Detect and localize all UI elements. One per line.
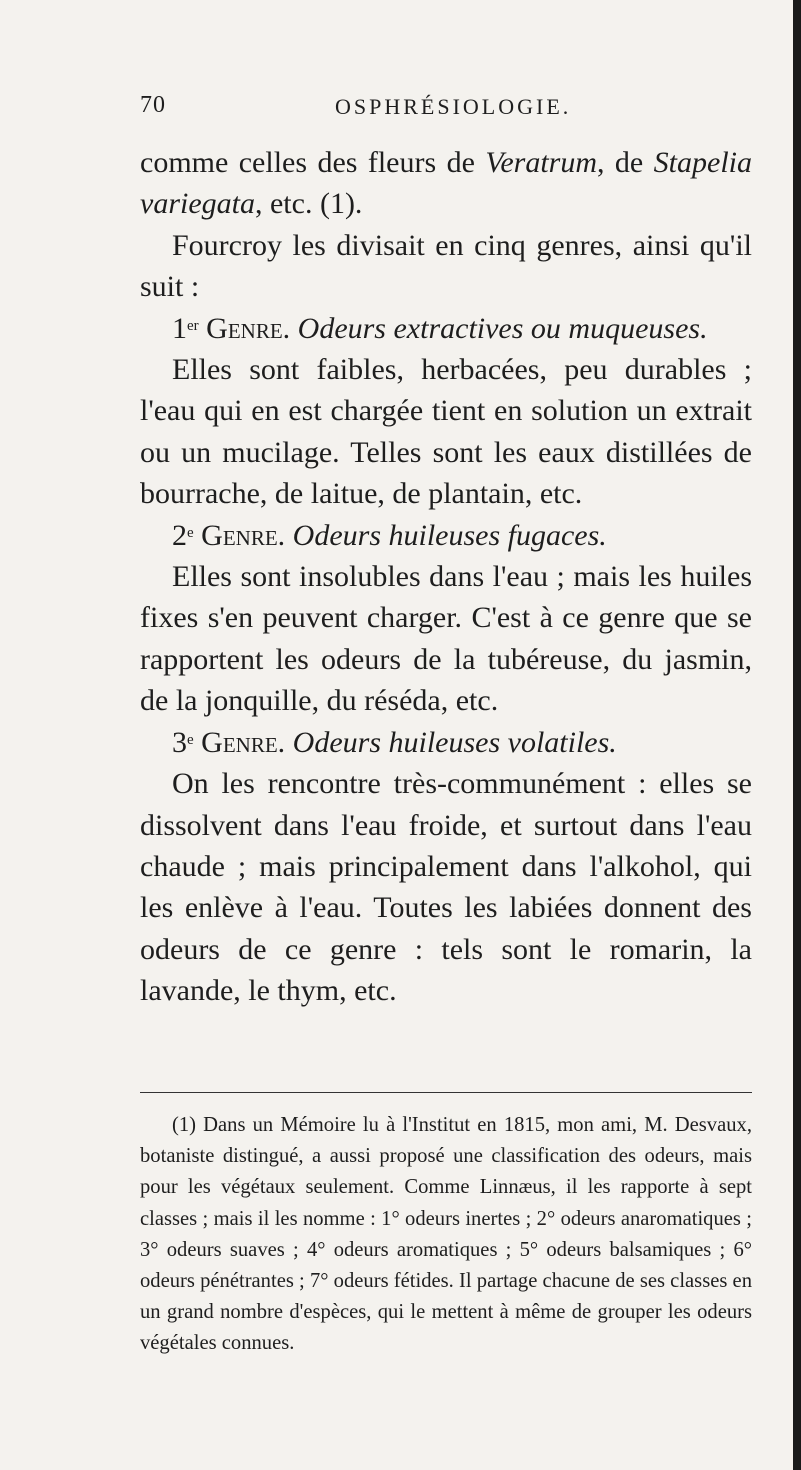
footnote-text: (1) Dans un Mémoire lu à l'Institut en 1815, mon ami, M. Desvaux, botaniste distingué, a aussi proposé une classification des odeurs, mais pour les végétaux seulement. Comme Linnæus, il les rapporte à sept classes ; mais il les nomme : 1° odeurs inertes ; 2° odeurs anaromatiques ; 3° odeurs suaves ; 4° odeurs aromatiques ; 5° odeurs balsamiques ; 6° odeurs pénétrantes ; 7° odeurs fétides. Il partage chacune de ses classes en un grand nombre d'espèces, qui le mettent à même de grouper les odeurs végétales connues. <box>140 1114 752 1355</box>
genre-title: Odeurs huileuses fugaces. <box>292 518 607 552</box>
ordinal-suffix: e <box>187 524 194 541</box>
genre-1-heading <box>140 308 752 349</box>
footnote-divider <box>140 1092 752 1093</box>
running-title: OSPHRÉSIOLOGIE. <box>335 94 572 119</box>
genre-number: 1 <box>172 311 187 345</box>
page-edge-shadow <box>793 0 801 1470</box>
genre-1-text: Elles sont faibles, herbacées, peu durables ; l'eau qui en est chargée tient en solution un extrait ou un mucilage. Telles sont les eaux distillées de bourrache, de laitue, de plantain, etc. <box>140 353 752 511</box>
genre-label: Genre. <box>201 518 286 552</box>
genre-2-heading <box>140 515 752 556</box>
genre-title: Odeurs extractives ou muqueuses. <box>297 311 708 345</box>
text-span: , etc. (1). <box>254 187 363 221</box>
genre-number: 3 <box>172 725 187 759</box>
genre-label: Genre. <box>206 311 291 345</box>
main-text <box>140 142 752 1012</box>
genre-3-heading <box>140 722 752 763</box>
genre-3-text: On les rencontre très-communément : elles se dissolvent dans l'eau froide, et surtout dans l'eau chaude ; mais principalement dans l'alkohol, qui les enlève à l'eau. Toutes les labiées donnent des odeurs de ce genre : tels sont le romarin, la lavande, le thym, etc. <box>140 767 752 1008</box>
genre-2-text: Elles sont insolubles dans l'eau ; mais les huiles fixes s'en peuvent charger. C'est à ce genre que se rapportent les odeurs de la tubéreuse, du jasmin, de la jonquille, du réséda, etc. <box>140 560 752 718</box>
text-span: comme celles des fleurs de <box>140 146 486 179</box>
text-span: , de <box>597 146 654 179</box>
ordinal-suffix: e <box>187 731 194 748</box>
page-header <box>140 92 740 132</box>
paragraph-continuation <box>140 142 752 225</box>
paragraph-fourcroy: Fourcroy les divisait en cinq genres, ainsi qu'il suit : <box>140 228 752 304</box>
page-number: 70 <box>140 92 166 118</box>
genre-label: Genre. <box>201 725 286 759</box>
italic-term: Stapelia variegata <box>140 146 752 221</box>
ordinal-suffix: er <box>187 317 199 334</box>
footnote <box>140 1110 752 1360</box>
genre-title: Odeurs huileuses volatiles. <box>292 725 617 759</box>
italic-term: Veratrum <box>485 146 597 179</box>
genre-number: 2 <box>172 518 187 552</box>
